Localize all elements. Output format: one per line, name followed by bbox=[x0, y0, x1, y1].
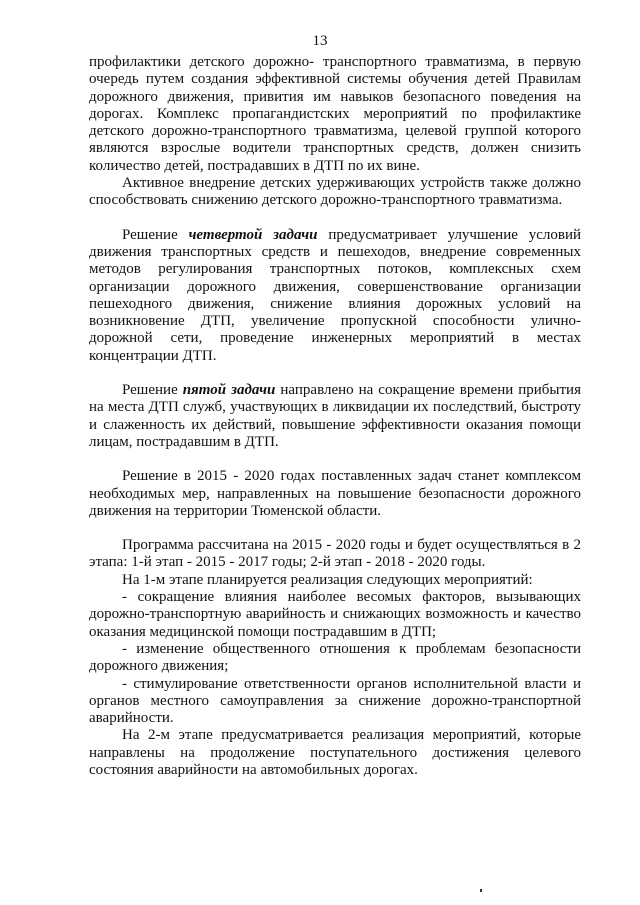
paragraph-fourth-task bbox=[89, 227, 581, 365]
fifth-task-text: направлено на сокращение времени прибытия на места ДТП служб, участвующих в ликвидации их последствий, быстроту и слаженность их действий, повышение эффективности оказания помощи лицам, пострадавшим в ДТП. bbox=[89, 382, 581, 450]
fourth-task-lead: Решение bbox=[122, 226, 189, 243]
paragraph-child-traffic-injury-prevention: профилактики детского дорожно- транспортного травматизма, в первую очередь путем создания эффективной системы обучения детей Правилам дорожного движения, привития им навыков безопасного поведения на дорогах. Комплекс пропагандистских мероприятий по профилактике детского дорожно-транспортного травматизма, целевой группой которого являются взрослые водители транспортных средств, должен снизить количество детей, пострадавших в ДТП по их вине. bbox=[89, 54, 581, 174]
fifth-task-lead: Решение bbox=[122, 382, 183, 399]
fifth-task-emphasis: пятой задачи bbox=[182, 382, 276, 399]
fourth-task-emphasis: четвертой задачи bbox=[188, 226, 318, 243]
list-item-authority-responsibility: - стимулирование ответственности органов исполнительной власти и органов местного самоуправления за снижение дорожно-транспортной аварийности. bbox=[89, 675, 581, 727]
paragraph-stage-two: На 2-м этапе предусматривается реализация мероприятий, которые направлены на продолжение поступательного достижения целевого состояния аварийности на автомобильных дорогах. bbox=[89, 727, 581, 778]
paragraph-fifth-task bbox=[89, 382, 581, 451]
paragraph-child-restraint-devices: Активное внедрение детских удерживающих устройств также должно способствовать снижению детского дорожно-транспортного травматизма. bbox=[89, 175, 581, 209]
paragraph-program-stages: Программа рассчитана на 2015 - 2020 годы и будет осуществляться в 2 этапа: 1-й этап - 2015 - 2017 годы; 2-й этап - 2018 - 2020 годы. bbox=[89, 537, 581, 571]
paragraph-stage-one-intro: На 1-м этапе планируется реализация следующих мероприятий: bbox=[122, 571, 533, 588]
page-number: 13 bbox=[312, 33, 328, 49]
document-body bbox=[89, 54, 581, 779]
scan-artifact-dot bbox=[480, 889, 482, 892]
list-item-public-attitude: - изменение общественного отношения к проблемам безопасности дорожного движения; bbox=[89, 640, 581, 675]
fourth-task-text: предусматривает улучшение условий движения транспортных средств и пешеходов, внедрение современных методов регулирования транспортных потоков, комплексных схем организации дорожного движения, совершенствование организации пешеходного движения, снижение влияния дорожных условий на возникновение ДТП, увеличение пропускной способности улично-дорожной сети, проведение инженерных мероприятий в местах концентрации ДТП. bbox=[89, 226, 582, 364]
list-item-reduce-factors: - сокращение влияния наиболее весомых факторов, вызывающих дорожно-транспортную аварийность и снижающих возможность и качество оказания медицинской помощи пострадавшим в ДТП; bbox=[89, 589, 581, 640]
paragraph-tasks-solution: Решение в 2015 - 2020 годах поставленных задач станет комплексом необходимых мер, направленных на повышение безопасности дорожного движения на территории Тюменской области. bbox=[89, 468, 581, 519]
